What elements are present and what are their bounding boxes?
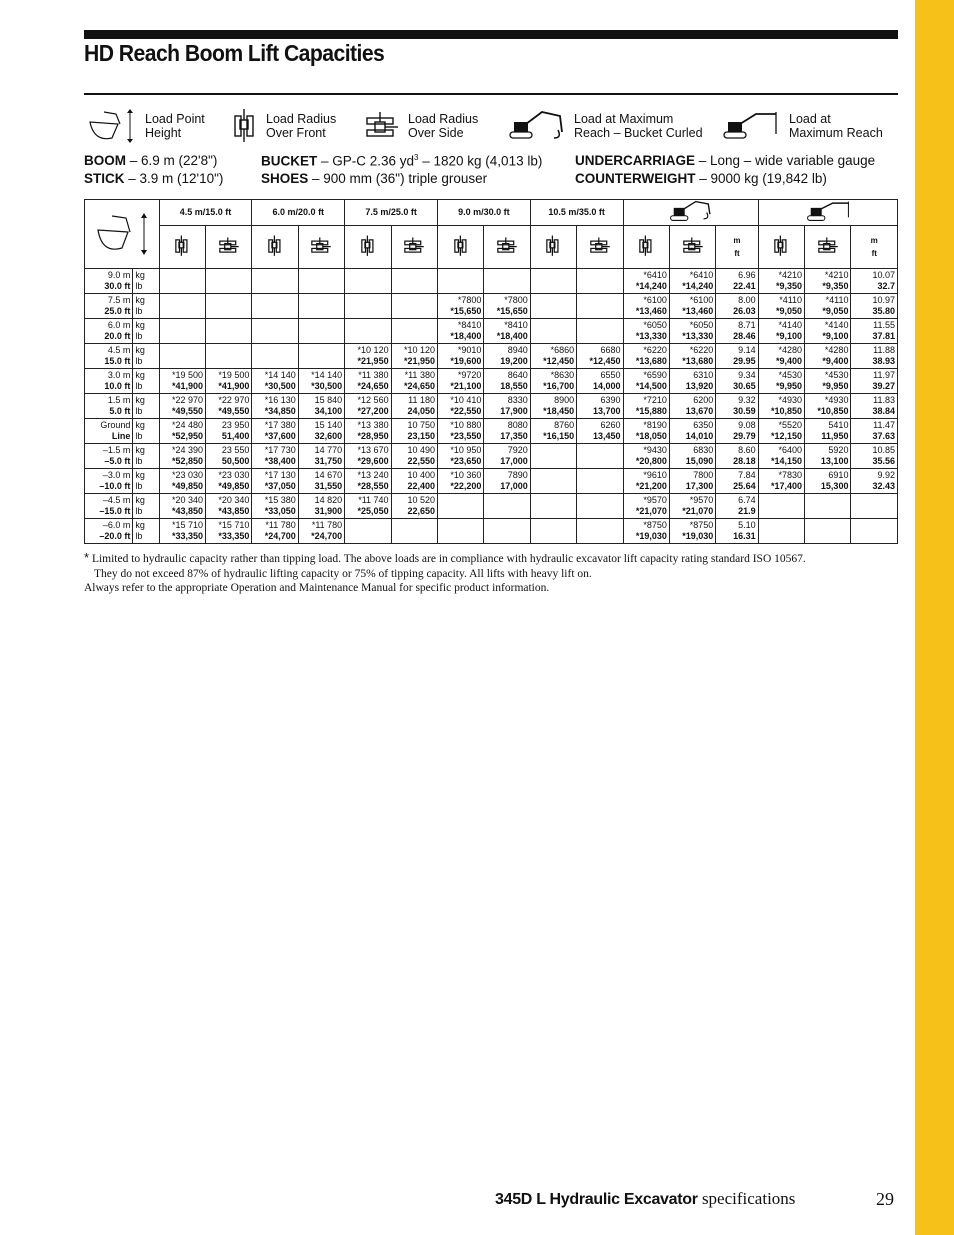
height-cell: –6.0 m –20.0 ft [85,519,133,544]
load-radius-over-side-icon [496,235,518,257]
capacity-cell: *5520 *12,150 [758,419,804,444]
capacity-cell [758,494,804,519]
load-radius-over-front-icon [773,234,789,258]
capacity-cell [391,269,437,294]
unit-cell: kg lb [133,369,159,394]
capacity-cell: *6400 *14,150 [758,444,804,469]
capacity-cell [805,519,851,544]
capacity-cell [577,319,623,344]
radius-header-4: 9.0 m/30.0 ft [437,200,530,226]
capacity-cell: *10 880 *23,550 [437,419,483,444]
capacity-cell: *7210 *15,880 [623,394,669,419]
capacity-cell: *15 710 *33,350 [206,519,252,544]
capacity-cell: *22 970 *49,550 [159,394,205,419]
height-cell: Ground Line [85,419,133,444]
capacity-cell: *10 120 *21,950 [345,344,391,369]
capacity-cell: *6220 *13,680 [669,344,715,369]
capacity-cell: 14 770 31,750 [298,444,344,469]
capacity-cell: 7920 17,000 [484,444,530,469]
capacity-cell: *9610 *21,200 [623,469,669,494]
unit-header-mft: m ft [851,226,898,269]
front-icon-cell [437,226,483,269]
capacity-cell: *19 500 *41,900 [159,369,205,394]
height-cell: –3.0 m –10.0 ft [85,469,133,494]
capacity-cell: 6350 14,010 [669,419,715,444]
capacity-cell: *9430 *20,800 [623,444,669,469]
capacity-cell: 14 670 31,550 [298,469,344,494]
capacity-cell: 23 550 50,500 [206,444,252,469]
capacity-cell: *17 730 *38,400 [252,444,298,469]
spec-stick: STICK – 3.9 m (12'10") [84,171,224,186]
capacity-cell: *13 670 *29,600 [345,444,391,469]
capacity-cell: 11 180 24,050 [391,394,437,419]
height-cell: 3.0 m 10.0 ft [85,369,133,394]
capacity-cell: *6410 *14,240 [623,269,669,294]
capacity-cell [805,494,851,519]
capacity-cell [206,344,252,369]
capacity-cell: 10.07 32.7 [851,269,898,294]
capacity-cell: 15 840 34,100 [298,394,344,419]
capacity-cell: *6410 *14,240 [669,269,715,294]
load-radius-over-side-icon [682,235,704,257]
capacity-cell: 6310 13,920 [669,369,715,394]
table-row [85,469,898,494]
spec-bucket: BUCKET – GP-C 2.36 $yd^3 - 1820$ kg (4,013 lb) [261,153,543,169]
capacity-cell: 10 400 22,400 [391,469,437,494]
radius-header-5: 10.5 m/35.0 ft [530,200,623,226]
capacity-cell: *12 560 *27,200 [345,394,391,419]
height-header-icon-cell [85,200,160,269]
capacity-cell: *4930 *10,850 [805,394,851,419]
capacity-cell: *4210 *9,350 [805,269,851,294]
capacity-cell: 6260 13,450 [577,419,623,444]
legend-load-point-height: Load Point Height [86,108,226,144]
legend-load-radius-over-front: Load Radius Over Front [232,108,372,144]
excavator-max-reach-icon [722,108,778,144]
side-icon-cell [669,226,715,269]
capacity-cell [530,444,576,469]
max-reach-header [758,200,897,226]
load-radius-over-front-icon [453,234,469,258]
capacity-cell: *16 130 *34,850 [252,394,298,419]
capacity-cell: 8.00 26.03 [716,294,758,319]
capacity-cell [577,294,623,319]
capacity-cell: 10 750 23,150 [391,419,437,444]
capacity-cell [298,294,344,319]
height-cell: 1.5 m 5.0 ft [85,394,133,419]
capacity-cell: *6050 *13,330 [623,319,669,344]
table-row [85,344,898,369]
capacity-cell: *14 140 *30,500 [252,369,298,394]
capacity-cell: 10 490 22,550 [391,444,437,469]
capacity-cell: 6200 13,670 [669,394,715,419]
capacity-cell: 8.71 28.46 [716,319,758,344]
capacity-cell [484,494,530,519]
capacity-cell [345,519,391,544]
capacity-cell [206,269,252,294]
load-radius-over-front-icon [232,108,258,144]
table-row [85,319,898,344]
capacity-cell: *23 030 *49,850 [206,469,252,494]
capacity-cell: *17 380 *37,600 [252,419,298,444]
capacity-cell: 14 820 31,900 [298,494,344,519]
side-icon-cell [577,226,623,269]
unit-cell: kg lb [133,394,159,419]
capacity-cell: *14 140 *30,500 [298,369,344,394]
capacity-cell: *10 360 *22,200 [437,469,483,494]
side-icon-cell [391,226,437,269]
capacity-cell [298,319,344,344]
capacity-cell: 8640 18,550 [484,369,530,394]
capacity-cell: *13 240 *28,550 [345,469,391,494]
capacity-cell [345,294,391,319]
capacity-cell: *6100 *13,460 [623,294,669,319]
capacity-cell: 8080 17,350 [484,419,530,444]
front-icon-cell [623,226,669,269]
capacity-cell [851,519,898,544]
capacity-cell: *4930 *10,850 [758,394,804,419]
capacity-cell: 6910 15,300 [805,469,851,494]
capacity-cell: 5920 13,100 [805,444,851,469]
capacity-cell: 5.10 16.31 [716,519,758,544]
capacity-cell [206,294,252,319]
height-cell: 4.5 m 15.0 ft [85,344,133,369]
capacity-cell: *15 710 *33,350 [159,519,205,544]
capacity-cell: *11 380 *24,650 [345,369,391,394]
load-radius-over-side-icon [589,235,611,257]
spec-counterweight: COUNTERWEIGHT – 9000 kg (19,842 lb) [575,171,827,186]
radius-header-1: 4.5 m/15.0 ft [159,200,252,226]
capacity-cell: 6830 15,090 [669,444,715,469]
capacity-cell: 7800 17,300 [669,469,715,494]
capacity-cell: *6860 *12,450 [530,344,576,369]
capacity-cell: *9720 *21,100 [437,369,483,394]
capacity-cell [530,469,576,494]
unit-cell: kg lb [133,269,159,294]
page-title: HD Reach Boom Lift Capacities [84,40,385,66]
capacity-cell: *4530 *9,950 [758,369,804,394]
height-cell: 9.0 m 30.0 ft [85,269,133,294]
table-row [85,444,898,469]
capacity-cell [345,319,391,344]
capacity-cell [577,494,623,519]
side-icon-cell [484,226,530,269]
top-rule [84,30,898,39]
capacity-cell: *8190 *18,050 [623,419,669,444]
height-cell: 7.5 m 25.0 ft [85,294,133,319]
capacity-cell [298,269,344,294]
capacity-cell [484,269,530,294]
load-radius-over-front-icon [267,234,283,258]
capacity-cell [484,519,530,544]
capacity-cell [530,494,576,519]
capacity-cell: *8750 *19,030 [623,519,669,544]
unit-cell: kg lb [133,294,159,319]
table-row [85,369,898,394]
capacity-cell: *10 410 *22,550 [437,394,483,419]
load-radius-over-front-icon [360,234,376,258]
capacity-cell: *4280 *9,400 [758,344,804,369]
capacity-cell: *20 340 *43,850 [206,494,252,519]
spec-shoes: SHOES – 900 mm (36") triple grouser [261,171,488,186]
load-radius-over-front-icon [174,234,190,258]
capacity-cell: 11.88 38.93 [851,344,898,369]
unit-cell: kg lb [133,444,159,469]
height-cell: –1.5 m –5.0 ft [85,444,133,469]
table-row [85,494,898,519]
capacity-cell: *6100 *13,460 [669,294,715,319]
header-rule [84,93,898,95]
height-cell: –4.5 m –15.0 ft [85,494,133,519]
capacity-cell: *20 340 *43,850 [159,494,205,519]
side-icon-cell [805,226,851,269]
capacity-cell [391,294,437,319]
capacity-cell [577,444,623,469]
capacity-cell [159,294,205,319]
capacity-cell [437,519,483,544]
unit-cell: kg lb [133,319,159,344]
front-icon-cell [758,226,804,269]
capacity-cell: *4140 *9,100 [805,319,851,344]
capacity-cell: 9.34 30.65 [716,369,758,394]
unit-cell: kg lb [133,494,159,519]
capacity-cell: *23 030 *49,850 [159,469,205,494]
footer-title: 345D L Hydraulic Excavator specifications [495,1189,796,1208]
capacity-cell: *6220 *13,680 [623,344,669,369]
capacity-cell: 8900 *18,450 [530,394,576,419]
front-icon-cell [252,226,298,269]
capacity-cell: *24 480 *52,950 [159,419,205,444]
capacity-cell: *7800 *15,650 [484,294,530,319]
capacity-cell [758,519,804,544]
capacity-cell: *19 500 *41,900 [206,369,252,394]
capacity-cell [391,519,437,544]
capacity-cell: 7.84 25.64 [716,469,758,494]
legend-max-reach: Load at Maximum Reach [722,108,902,144]
table-row [85,269,898,294]
legend-bucket-curled: Load at Maximum Reach – Bucket Curled [508,108,708,144]
capacity-cell [159,344,205,369]
load-radius-over-front-icon [545,234,561,258]
capacity-cell: *8750 *19,030 [669,519,715,544]
page-number: 29 [876,1189,894,1209]
capacity-cell: *4110 *9,050 [805,294,851,319]
capacity-cell: 23 950 51,400 [206,419,252,444]
capacity-cell [298,344,344,369]
side-icon-cell [206,226,252,269]
height-cell: 6.0 m 20.0 ft [85,319,133,344]
table-row [85,419,898,444]
capacity-cell [345,269,391,294]
front-icon-cell [345,226,391,269]
capacity-cell [391,319,437,344]
unit-cell: kg lb [133,469,159,494]
load-radius-over-side-icon [365,108,399,144]
capacity-cell: *4530 *9,950 [805,369,851,394]
legend-load-radius-over-side: Load Radius Over Side [365,108,505,144]
capacity-cell: *10 120 *21,950 [391,344,437,369]
capacity-cell: 10.97 35.80 [851,294,898,319]
capacity-cell: *17 130 *37,050 [252,469,298,494]
capacity-cell: 11.47 37.63 [851,419,898,444]
capacity-cell: *9010 *19,600 [437,344,483,369]
front-icon-cell [530,226,576,269]
capacity-cell: 11.55 37.81 [851,319,898,344]
capacity-cell [437,269,483,294]
capacity-cell: 9.08 29.79 [716,419,758,444]
capacity-cell: 8940 19,200 [484,344,530,369]
capacity-cell: *11 780 *24,700 [298,519,344,544]
capacity-cell: *6050 *13,330 [669,319,715,344]
capacity-cell [577,519,623,544]
side-icon-cell [298,226,344,269]
load-point-height-icon [86,108,138,144]
capacity-cell: *7800 *15,650 [437,294,483,319]
capacity-cell: 5410 11,950 [805,419,851,444]
unit-cell: kg lb [133,519,159,544]
capacity-cell [252,294,298,319]
capacity-cell [437,494,483,519]
capacity-cell [530,319,576,344]
capacity-cell [159,269,205,294]
capacity-cell: 6.96 22.41 [716,269,758,294]
capacity-cell: 6.74 21.9 [716,494,758,519]
capacity-cell [577,269,623,294]
capacity-cell: 6680 *12,450 [577,344,623,369]
table-row [85,519,898,544]
capacity-cell: 9.92 32.43 [851,469,898,494]
capacity-cell [206,319,252,344]
capacity-cell [252,269,298,294]
load-radius-over-side-icon [218,235,240,257]
radius-header-2: 6.0 m/20.0 ft [252,200,345,226]
capacity-cell: *4110 *9,050 [758,294,804,319]
capacity-cell: 7890 17,000 [484,469,530,494]
capacity-cell: *7830 *17,400 [758,469,804,494]
capacity-cell: *15 380 *33,050 [252,494,298,519]
capacity-cell: *11 740 *25,050 [345,494,391,519]
capacity-cell: *8630 *16,700 [530,369,576,394]
capacity-cell: *11 380 *24,650 [391,369,437,394]
lift-capacity-table [84,199,898,544]
excavator-bucket-curled-icon [508,108,564,144]
capacity-cell: *4280 *9,400 [805,344,851,369]
capacity-cell: *6590 *14,500 [623,369,669,394]
capacity-cell: *13 380 *28,950 [345,419,391,444]
load-radius-over-side-icon [403,235,425,257]
capacity-cell: *24 390 *52,850 [159,444,205,469]
capacity-cell: 10.85 35.56 [851,444,898,469]
excavator-bucket-curled-icon [668,200,714,222]
spec-boom: BOOM – 6.9 m (22'8") [84,153,218,168]
capacity-cell: *10 950 *23,650 [437,444,483,469]
capacity-cell: *8410 *18,400 [437,319,483,344]
capacity-cell: *8410 *18,400 [484,319,530,344]
capacity-cell: 8.60 28.18 [716,444,758,469]
capacity-cell: 9.14 29.95 [716,344,758,369]
load-point-height-icon [90,208,154,258]
capacity-cell: *11 780 *24,700 [252,519,298,544]
capacity-cell [159,319,205,344]
table-row [85,294,898,319]
unit-cell: kg lb [133,344,159,369]
capacity-cell [530,519,576,544]
capacity-cell: 8330 17,900 [484,394,530,419]
capacity-cell: 6390 13,700 [577,394,623,419]
capacity-cell [530,294,576,319]
table-row [85,394,898,419]
unit-header-mft: m ft [716,226,758,269]
yellow-side-bar [915,0,954,1235]
load-radius-over-side-icon [817,235,839,257]
capacity-cell: 15 140 32,600 [298,419,344,444]
capacity-cell: *9570 *21,070 [623,494,669,519]
capacity-cell: 11.83 38.84 [851,394,898,419]
load-radius-over-front-icon [638,234,654,258]
footnote: * Limited to hydraulic capacity rather than tipping load. The above loads are in compliance with hydraulic excavator lift capacity rating standard ISO 10567. They do not exceed 87% of hydraulic lifting capacity or 75% of tipping capacity. All lifts with heavy lift on. Always refer to the appropriate Operation and Maintenance Manual for specific product information. [84,550,806,594]
capacity-cell: *4140 *9,100 [758,319,804,344]
load-radius-over-side-icon [310,235,332,257]
capacity-cell: *22 970 *49,550 [206,394,252,419]
radius-header-3: 7.5 m/25.0 ft [345,200,438,226]
front-icon-cell [159,226,205,269]
capacity-cell: 6550 14,000 [577,369,623,394]
capacity-cell [252,344,298,369]
excavator-max-reach-icon [805,200,851,222]
capacity-cell: *9570 *21,070 [669,494,715,519]
capacity-cell [577,469,623,494]
capacity-cell: 11.97 39.27 [851,369,898,394]
bucket-curled-header [623,200,758,226]
capacity-cell: *4210 *9,350 [758,269,804,294]
capacity-cell [530,269,576,294]
capacity-cell [851,494,898,519]
spec-undercarriage: UNDERCARRIAGE – Long – wide variable gauge [575,153,876,168]
capacity-cell: 10 520 22,650 [391,494,437,519]
capacity-cell: 8760 *16,150 [530,419,576,444]
capacity-cell [252,319,298,344]
unit-cell: kg lb [133,419,159,444]
capacity-cell: 9.32 30.59 [716,394,758,419]
